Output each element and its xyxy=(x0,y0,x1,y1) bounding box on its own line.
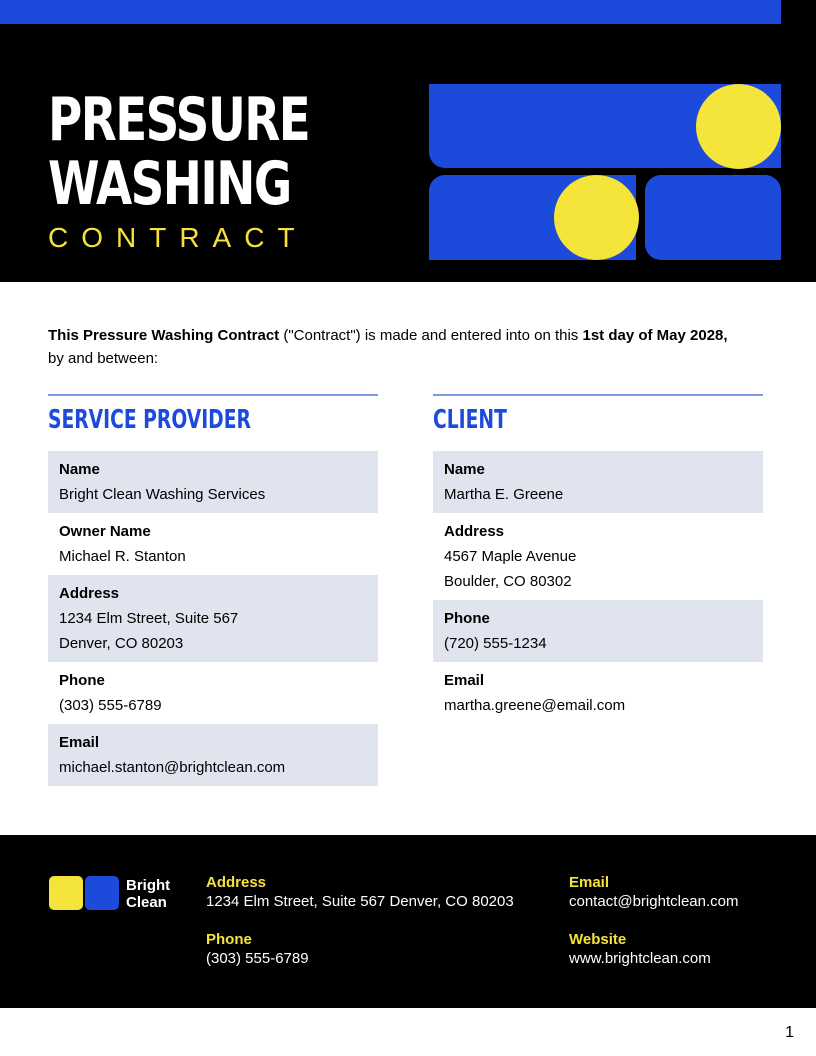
footer-email-label: Email xyxy=(569,874,610,891)
logo-line-1: Bright xyxy=(126,877,171,894)
provider-owner-field xyxy=(48,513,378,575)
footer-phone-label: Phone xyxy=(206,931,252,948)
logo-yellow-square xyxy=(49,876,83,910)
footer-website-value[interactable]: www.brightclean.com xyxy=(569,950,711,967)
title-line-2: WASHING xyxy=(48,149,291,219)
field-value: (720) 555-1234 xyxy=(444,635,547,652)
field-label: Address xyxy=(444,523,505,540)
footer-address-label: Address xyxy=(206,874,267,891)
intro-bold-date: 1st day of May 2028, xyxy=(582,327,728,344)
field-label: Name xyxy=(59,461,100,478)
field-label: Address xyxy=(59,585,120,602)
logo-blue-square xyxy=(85,876,119,910)
field-value: martha.greene@email.com xyxy=(444,697,626,714)
top-accent-bar xyxy=(0,0,781,24)
client-address-field xyxy=(433,513,763,600)
intro-paragraph xyxy=(48,324,768,370)
field-value: 1234 Elm Street, Suite 567 xyxy=(59,610,239,627)
provider-email-field xyxy=(48,724,378,786)
section-rule xyxy=(433,394,763,396)
section-heading: SERVICE PROVIDER xyxy=(48,405,251,435)
intro-bold-contract: This Pressure Washing Contract xyxy=(48,327,280,344)
decor-yellow-circle-1 xyxy=(696,84,781,169)
provider-name-field xyxy=(48,451,378,513)
field-label: Phone xyxy=(444,610,490,627)
logo-wordmark xyxy=(126,877,170,911)
field-value: Boulder, CO 80302 xyxy=(444,573,572,590)
title-line-1: PRESSURE xyxy=(48,85,310,155)
header-banner xyxy=(0,0,816,282)
intro-text: ("Contract") is made and entered into on this xyxy=(279,327,583,344)
intro-text-2: by and between: xyxy=(48,350,159,367)
decor-yellow-circle-2 xyxy=(554,175,639,260)
field-label: Email xyxy=(59,734,100,751)
client-phone-field xyxy=(433,600,763,662)
provider-address-field xyxy=(48,575,378,662)
field-label: Email xyxy=(444,672,485,689)
document-subtitle: CONTRACT xyxy=(48,222,308,253)
field-value: Martha E. Greene xyxy=(444,486,564,503)
client-section xyxy=(433,394,763,724)
service-provider-section xyxy=(48,394,378,786)
provider-phone-field xyxy=(48,662,378,724)
decor-blue-block-right xyxy=(645,175,781,260)
client-email-field xyxy=(433,662,763,724)
page-number: 1 xyxy=(785,1024,794,1041)
document-title xyxy=(48,85,310,219)
field-value: michael.stanton@brightclean.com xyxy=(59,759,286,776)
footer-phone-value: (303) 555-6789 xyxy=(206,950,309,967)
footer xyxy=(0,835,816,1008)
section-heading: CLIENT xyxy=(433,405,507,435)
field-value: 4567 Maple Avenue xyxy=(444,548,577,565)
client-name-field xyxy=(433,451,763,513)
footer-address-value: 1234 Elm Street, Suite 567 Denver, CO 80203 xyxy=(206,893,514,910)
field-value: (303) 555-6789 xyxy=(59,697,162,714)
field-label: Name xyxy=(444,461,485,478)
field-value: Michael R. Stanton xyxy=(59,548,186,565)
field-value: Bright Clean Washing Services xyxy=(59,486,266,503)
section-rule xyxy=(48,394,378,396)
field-label: Owner Name xyxy=(59,523,151,540)
logo-line-2: Clean xyxy=(126,894,167,911)
footer-website-label: Website xyxy=(569,931,627,948)
footer-email-value[interactable]: contact@brightclean.com xyxy=(569,893,739,910)
field-value: Denver, CO 80203 xyxy=(59,635,184,652)
field-label: Phone xyxy=(59,672,105,689)
